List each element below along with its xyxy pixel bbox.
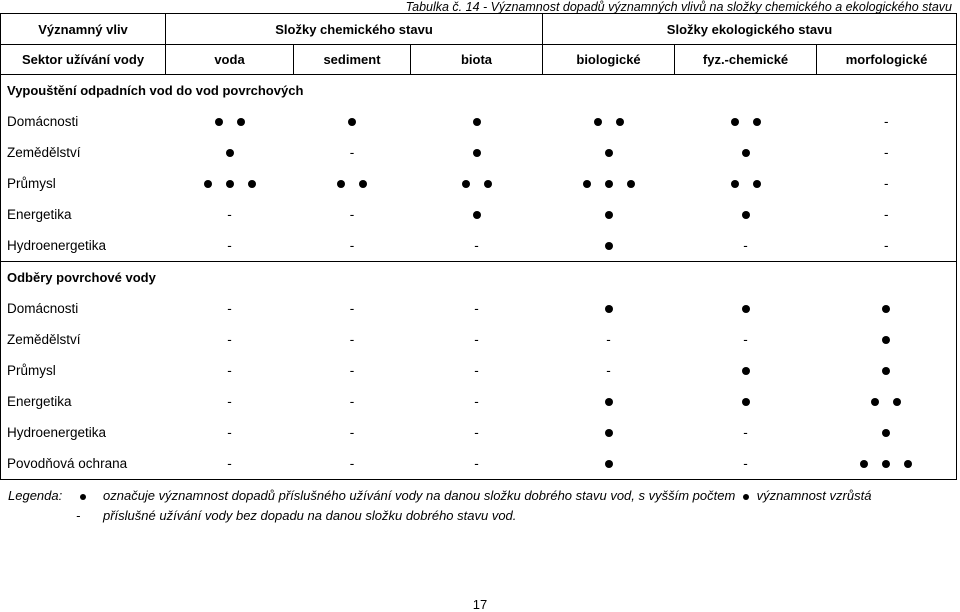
impact-cell [543, 386, 675, 417]
no-impact-cell [675, 417, 817, 448]
row-label: Energetika [1, 386, 166, 417]
dash-mark: - [227, 207, 232, 223]
row-label: Domácnosti [1, 293, 166, 324]
dot-icon [882, 460, 890, 468]
no-impact-cell [411, 386, 543, 417]
dash-mark: - [227, 456, 232, 472]
no-impact-cell [166, 386, 294, 417]
section-title: Odběry povrchové vody [1, 262, 957, 294]
dot-icon [882, 367, 890, 375]
dash-mark: - [227, 363, 232, 379]
header-col-morfologicke: morfologické [817, 45, 957, 75]
dot-icon [731, 118, 739, 126]
no-impact-cell [166, 293, 294, 324]
dash-mark: - [743, 238, 748, 254]
dash-mark: - [227, 394, 232, 410]
no-impact-cell [817, 137, 957, 168]
section-header [1, 262, 957, 294]
no-impact-cell [817, 168, 957, 199]
dash-mark: - [606, 363, 611, 379]
dash-mark: - [743, 425, 748, 441]
dot-icon [605, 305, 613, 313]
dot-icon [337, 180, 345, 188]
impact-cell [675, 199, 817, 230]
dot-icon [484, 180, 492, 188]
impact-cell [411, 137, 543, 168]
dot-icon [882, 429, 890, 437]
dash-mark: - [227, 425, 232, 441]
dot-icon [348, 118, 356, 126]
dot-icon [731, 180, 739, 188]
dash-mark: - [349, 207, 355, 223]
dot-icon [462, 180, 470, 188]
header-significant-influence: Významný vliv [1, 14, 166, 45]
dash-mark: - [227, 301, 232, 317]
dash-mark: - [606, 332, 611, 348]
table-caption: Tabulka č. 14 - Významnost dopadů významných vlivů na složky chemického a ekologického stavu [405, 0, 952, 14]
impact-cell [543, 448, 675, 480]
table-row [1, 199, 957, 230]
impact-cell [166, 106, 294, 137]
legend-dash-symbol: - [76, 508, 81, 523]
dot-icon [204, 180, 212, 188]
table-row [1, 168, 957, 199]
impact-cell [675, 137, 817, 168]
no-impact-cell [294, 199, 411, 230]
impact-cell [294, 168, 411, 199]
dash-mark: - [743, 456, 748, 472]
no-impact-cell [166, 199, 294, 230]
dot-icon [605, 242, 613, 250]
table-row [1, 355, 957, 386]
row-label: Průmysl [1, 168, 166, 199]
dot-icon [248, 180, 256, 188]
page-number: 17 [472, 597, 488, 612]
no-impact-cell [294, 324, 411, 355]
impact-cell [543, 168, 675, 199]
dot-icon [215, 118, 223, 126]
legend-dot-text-b: významnost vzrůstá [756, 488, 872, 503]
no-impact-cell [294, 417, 411, 448]
dot-icon [882, 336, 890, 344]
legend-title: Legenda: [8, 488, 63, 503]
dash-mark: - [474, 425, 479, 441]
section-title: Vypouštění odpadních vod do vod povrchových [1, 75, 957, 107]
no-impact-cell [166, 230, 294, 262]
dash-mark: - [474, 394, 479, 410]
dot-icon [616, 118, 624, 126]
impact-cell [543, 417, 675, 448]
no-impact-cell [411, 417, 543, 448]
dash-mark: - [349, 394, 355, 410]
dash-mark: - [743, 332, 748, 348]
row-label: Domácnosti [1, 106, 166, 137]
dash-mark: - [349, 456, 355, 472]
no-impact-cell [294, 355, 411, 386]
dot-icon [473, 118, 481, 126]
dot-icon [605, 460, 613, 468]
dot-icon [605, 149, 613, 157]
dash-mark: - [227, 332, 232, 348]
impact-cell [817, 355, 957, 386]
header-row-groups [1, 14, 957, 45]
dot-icon [605, 211, 613, 219]
impact-cell [543, 106, 675, 137]
dot-icon [742, 398, 750, 406]
header-col-biologicke: biologické [543, 45, 675, 75]
table-row [1, 137, 957, 168]
dash-mark: - [884, 238, 889, 254]
legend-dot-symbol [76, 488, 90, 503]
header-chemical-group: Složky chemického stavu [166, 14, 543, 45]
impact-cell [543, 230, 675, 262]
no-impact-cell [411, 355, 543, 386]
dot-icon [893, 398, 901, 406]
no-impact-cell [411, 293, 543, 324]
dot-icon [742, 149, 750, 157]
dash-mark: - [349, 145, 355, 161]
row-label: Zemědělství [1, 324, 166, 355]
dash-mark: - [349, 301, 355, 317]
no-impact-cell [294, 386, 411, 417]
legend-dot-text-a: označuje významnost dopadů příslušného užívání vody na danou složku dobrého stavu vod, s vyšším počtem [103, 488, 736, 503]
dash-mark: - [474, 332, 479, 348]
no-impact-cell [166, 417, 294, 448]
row-label: Zemědělství [1, 137, 166, 168]
no-impact-cell [166, 324, 294, 355]
dot-icon [860, 460, 868, 468]
dash-mark: - [474, 456, 479, 472]
impact-cell [411, 168, 543, 199]
row-label: Energetika [1, 199, 166, 230]
header-col-sediment: sediment [294, 45, 411, 75]
dot-icon [627, 180, 635, 188]
dash-mark: - [884, 176, 889, 192]
dot-icon [871, 398, 879, 406]
header-ecological-group: Složky ekologického stavu [543, 14, 957, 45]
row-label: Hydroenergetika [1, 230, 166, 262]
dot-icon [742, 211, 750, 219]
dot-icon [753, 118, 761, 126]
dash-mark: - [349, 332, 355, 348]
dot-icon [743, 494, 749, 500]
no-impact-cell [411, 324, 543, 355]
dot-icon [237, 118, 245, 126]
impact-cell [166, 137, 294, 168]
dash-mark: - [349, 425, 355, 441]
header-sector: Sektor užívání vody [1, 45, 166, 75]
dash-mark: - [474, 363, 479, 379]
no-impact-cell [411, 230, 543, 262]
header-col-fyz-chemicke: fyz.-chemické [675, 45, 817, 75]
impact-cell [675, 293, 817, 324]
impact-cell [817, 417, 957, 448]
impact-cell [543, 137, 675, 168]
no-impact-cell [817, 230, 957, 262]
impact-cell [166, 168, 294, 199]
no-impact-cell [294, 293, 411, 324]
table-row [1, 324, 957, 355]
impact-cell [543, 293, 675, 324]
legend-dot-text [103, 488, 871, 503]
dot-icon [605, 398, 613, 406]
section-header [1, 75, 957, 107]
impact-cell [675, 355, 817, 386]
dot-icon [226, 180, 234, 188]
row-label: Průmysl [1, 355, 166, 386]
table-row [1, 230, 957, 262]
impact-cell [817, 386, 957, 417]
no-impact-cell [294, 448, 411, 480]
dot-icon [605, 429, 613, 437]
dot-icon [904, 460, 912, 468]
dash-mark: - [474, 301, 479, 317]
dash-mark: - [349, 363, 355, 379]
dash-mark: - [884, 207, 889, 223]
dash-mark: - [349, 238, 355, 254]
no-impact-cell [817, 106, 957, 137]
impact-cell [411, 106, 543, 137]
dot-icon [753, 180, 761, 188]
no-impact-cell [543, 355, 675, 386]
dash-mark: - [884, 145, 889, 161]
no-impact-cell [543, 324, 675, 355]
impact-cell [675, 386, 817, 417]
no-impact-cell [166, 355, 294, 386]
dot-icon [583, 180, 591, 188]
impact-cell [294, 106, 411, 137]
no-impact-cell [294, 137, 411, 168]
impact-cell [817, 293, 957, 324]
no-impact-cell [411, 448, 543, 480]
table-row [1, 417, 957, 448]
dot-icon [80, 494, 86, 500]
dot-icon [605, 180, 613, 188]
dot-icon [882, 305, 890, 313]
dot-icon [226, 149, 234, 157]
dot-icon [359, 180, 367, 188]
table-row [1, 106, 957, 137]
dot-icon [473, 149, 481, 157]
impact-cell [675, 106, 817, 137]
impact-table [0, 13, 957, 480]
dash-mark: - [227, 238, 232, 254]
table-row [1, 386, 957, 417]
table-row [1, 448, 957, 480]
no-impact-cell [166, 448, 294, 480]
dash-mark: - [884, 114, 889, 130]
dot-icon [742, 367, 750, 375]
legend-dash-text: příslušné užívání vody bez dopadu na danou složku dobrého stavu vod. [103, 508, 517, 523]
impact-cell [543, 199, 675, 230]
no-impact-cell [817, 199, 957, 230]
no-impact-cell [675, 230, 817, 262]
dot-icon [594, 118, 602, 126]
impact-cell [817, 324, 957, 355]
no-impact-cell [675, 448, 817, 480]
impact-cell [675, 168, 817, 199]
no-impact-cell [294, 230, 411, 262]
dash-mark: - [474, 238, 479, 254]
impact-cell [411, 199, 543, 230]
row-label: Hydroenergetika [1, 417, 166, 448]
dot-icon [473, 211, 481, 219]
table-row [1, 293, 957, 324]
row-label: Povodňová ochrana [1, 448, 166, 480]
header-col-biota: biota [411, 45, 543, 75]
no-impact-cell [675, 324, 817, 355]
header-col-voda: voda [166, 45, 294, 75]
header-row-columns [1, 45, 957, 75]
impact-cell [817, 448, 957, 480]
dot-icon [742, 305, 750, 313]
